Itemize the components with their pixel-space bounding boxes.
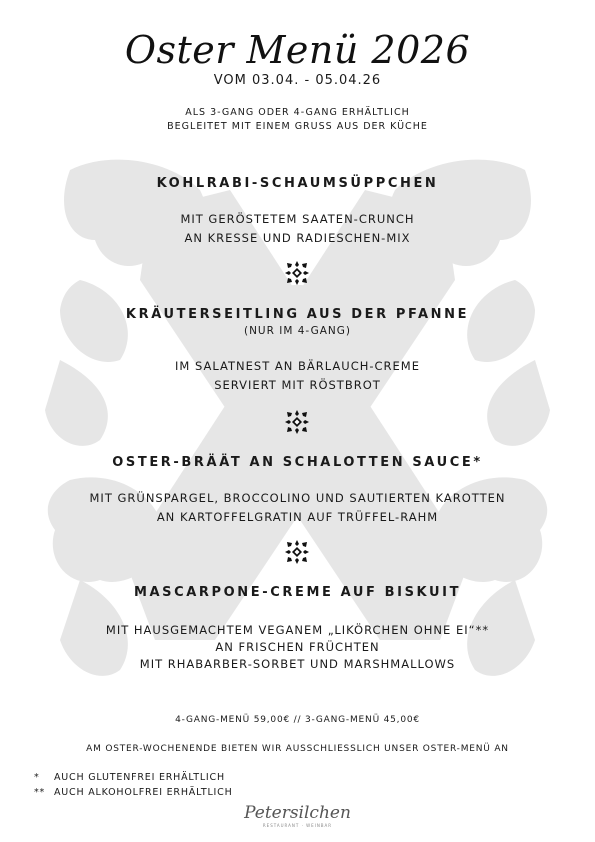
info-line-2: BEGLEITET MIT EINEM GRUSS AUS DER KÜCHE [167,121,428,132]
footnote-2 [34,787,233,798]
course-1-line-2: AN KRESSE UND RADIESCHEN-MIX [184,231,411,245]
floral-ornament-icon [285,261,309,285]
course-2-title: KRÄUTERSEITLING AUS DER PFANNE [125,307,470,322]
course-3-line-2: AN KARTOFFELGRATIN AUF TRÜFFEL-RAHM [156,510,439,524]
footnote-2-text: AUCH ALKOHOLFREI ERHÄLTLICH [54,787,233,798]
course-1-line-1: MIT GERÖSTETEM SAATEN-CRUNCH [180,212,415,226]
footnote-2-mark: ** [34,787,46,798]
restaurant-logo: Petersilchen [244,803,351,823]
weekend-note: AM OSTER-WOCHENENDE BIETEN WIR AUSSCHLIESSLICH UNSER OSTER-MENÜ AN [86,744,509,754]
course-2-note: (NUR IM 4-GANG) [243,325,352,337]
course-2-line-1: IM SALATNEST AN BÄRLAUCH-CREME [175,359,420,373]
course-4-line-1: MIT HAUSGEMACHTEM VEGANEM „LIKÖRCHEN OHNE EI“** [105,623,490,637]
course-4-line-2: AN FRISCHEN FRÜCHTEN [215,640,380,654]
restaurant-logo-subtext: RESTAURANT · WEINBAR [262,823,333,828]
course-1-title: KOHLRABI-SCHAUMSÜPPCHEN [156,176,439,191]
course-3-title: OSTER-BRÄÄT AN SCHALOTTEN SAUCE* [112,455,483,470]
course-4-line-3: MIT RHABARBER-SORBET UND MARSHMALLOWS [139,657,456,671]
course-4-title: MASCARPONE-CREME AUF BISKUIT [133,585,462,600]
price-line: 4-GANG-MENÜ 59,00€ // 3-GANG-MENÜ 45,00€ [175,715,420,725]
course-3-line-1: MIT GRÜNSPARGEL, BROCCOLINO UND SAUTIERTEN KAROTTEN [89,491,506,505]
menu-title: Oster Menü 2026 [124,28,471,72]
footnote-1-mark: * [34,772,40,783]
floral-ornament-icon [285,540,309,564]
menu-dates: VOM 03.04. - 05.04.26 [213,73,382,88]
footnote-1-text: AUCH GLUTENFREI ERHÄLTLICH [54,772,225,783]
floral-ornament-icon [285,410,309,434]
footnote-1 [34,772,225,783]
info-line-1: ALS 3-GANG ODER 4-GANG ERHÄLTLICH [185,107,410,118]
course-2-line-2: SERVIERT MIT RÖSTBROT [214,378,381,392]
